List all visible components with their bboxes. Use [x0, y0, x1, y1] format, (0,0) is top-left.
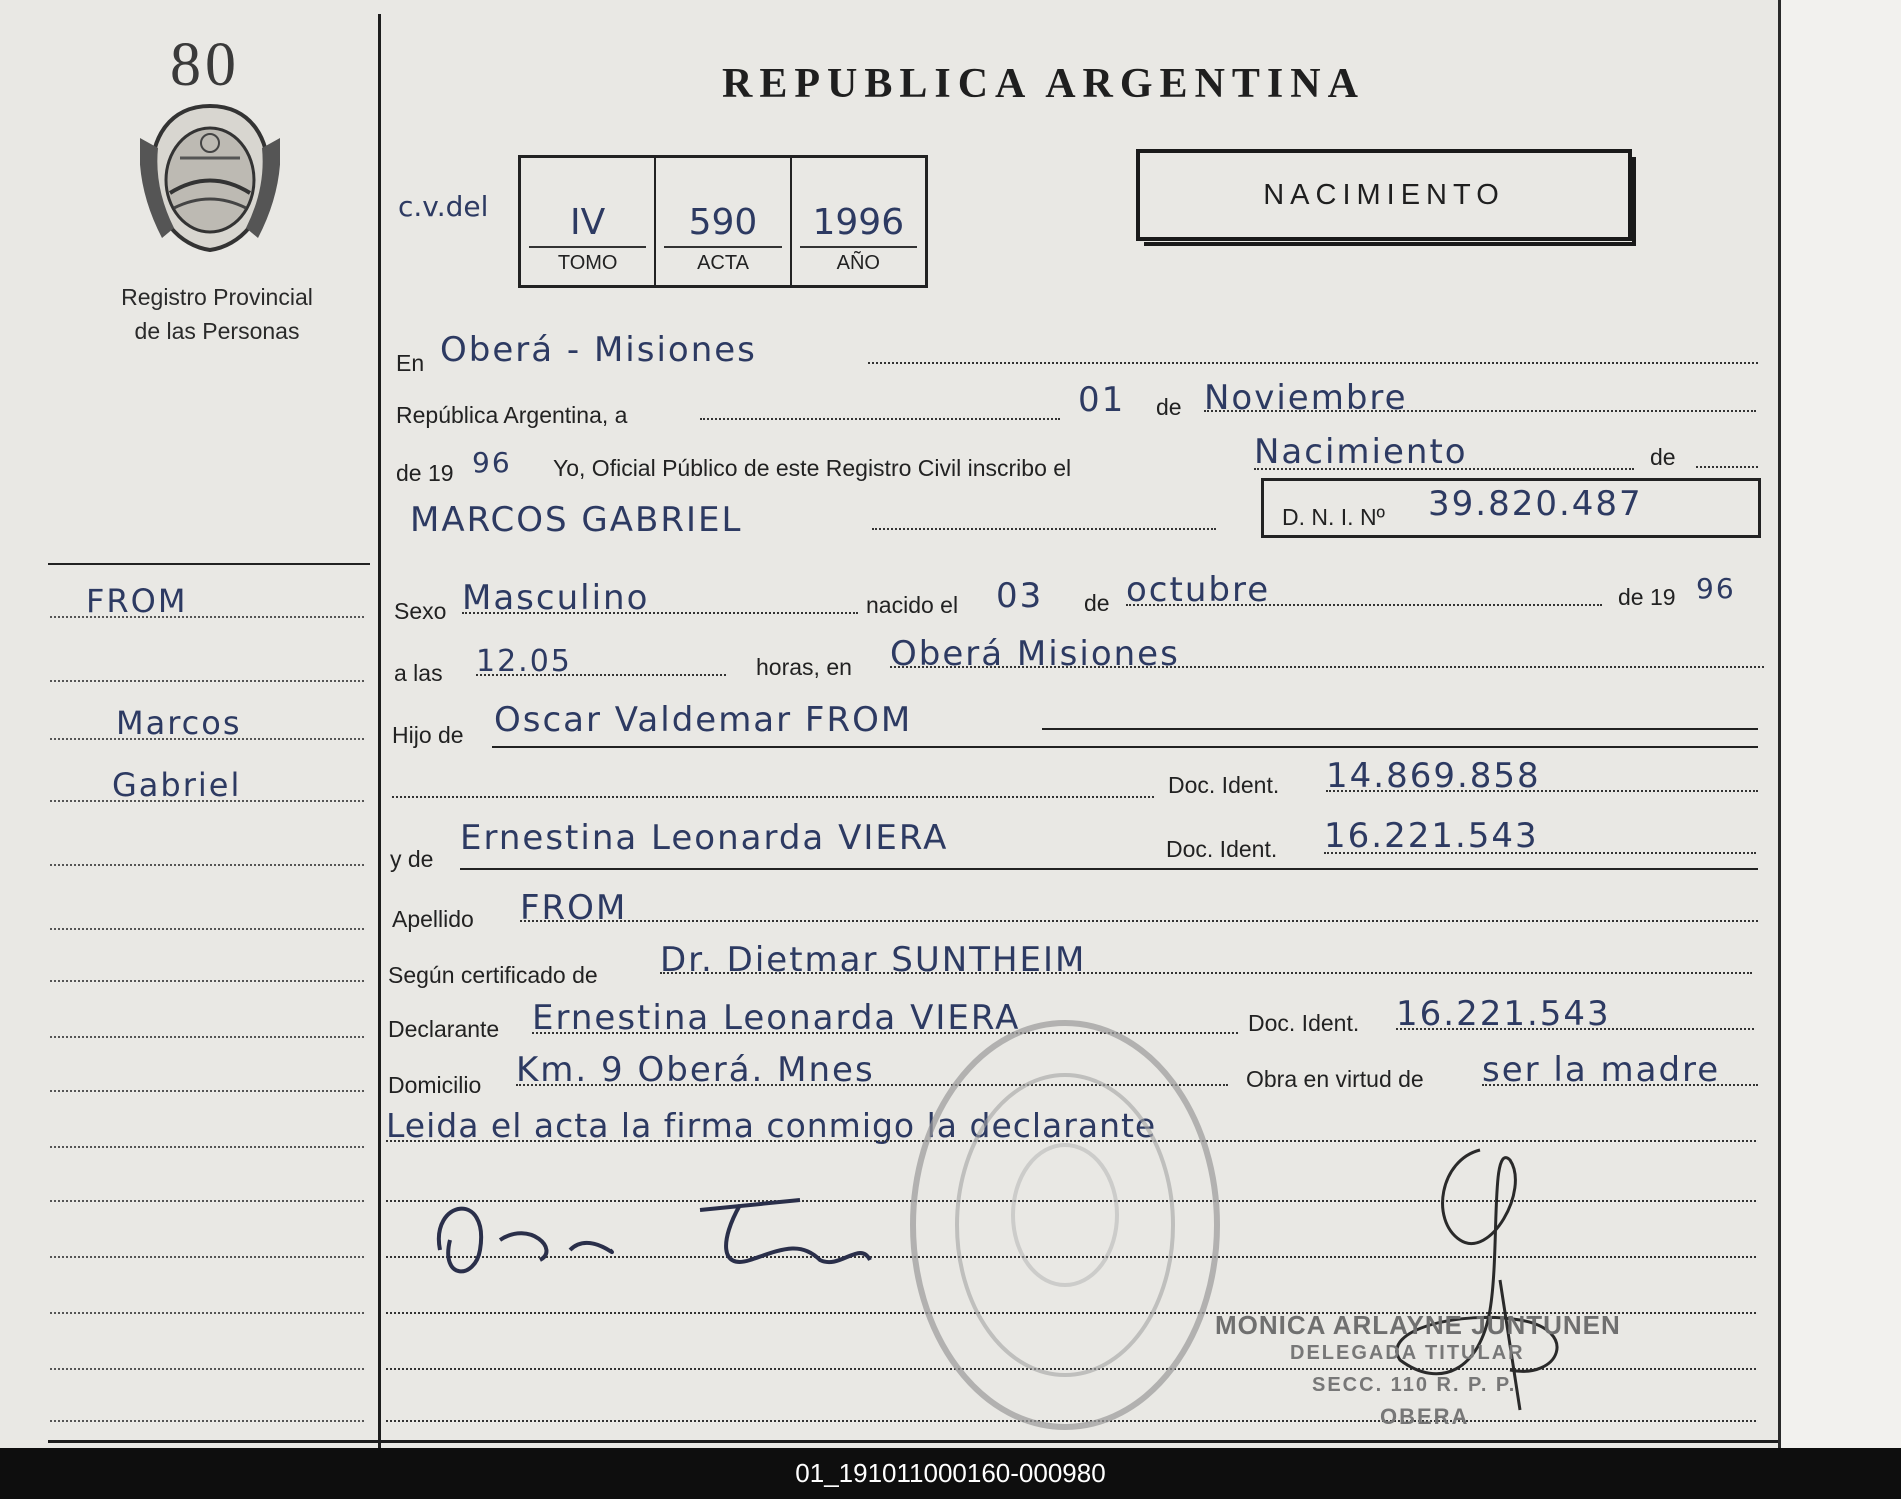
mes-value: Noviembre [1204, 378, 1408, 418]
line [1696, 466, 1758, 468]
image-id-footer: 01_191011000160-000980 [0, 1448, 1901, 1499]
declarante-doc-value: 16.221.543 [1396, 994, 1611, 1034]
margin-line [50, 1368, 364, 1370]
republica-label: República Argentina, a [396, 402, 628, 428]
line [660, 972, 1752, 974]
line [492, 746, 1758, 748]
margin-first-name: Marcos [116, 704, 242, 742]
anio-value: 1996 [812, 202, 905, 243]
margin-surname: FROM [86, 582, 188, 620]
padre-value: Oscar Valdemar FROM [494, 700, 913, 740]
column-divider [378, 14, 381, 1448]
sexo-label: Sexo [394, 598, 447, 624]
obra-label: Obra en virtud de [1246, 1066, 1424, 1092]
line [1324, 852, 1756, 854]
folio-number: 80 [170, 31, 240, 99]
acta-prefix: c.v.del [398, 190, 489, 223]
dia-value: 01 [1078, 380, 1126, 420]
line [890, 666, 1764, 668]
bottom-border [48, 1440, 1778, 1443]
obra-value: ser la madre [1482, 1050, 1721, 1090]
de19-label: de 19 [396, 460, 454, 486]
margin-line [50, 680, 364, 682]
anio-label: AÑO [800, 246, 917, 275]
left-divider [48, 563, 370, 565]
official-stamp-icon [905, 1015, 1225, 1435]
madre-doc-value: 16.221.543 [1324, 816, 1539, 856]
record-type-label: NACIMIENTO [1263, 178, 1505, 211]
nac-anio-suffix-value: 96 [1696, 572, 1736, 605]
official-place: OBERA [1380, 1404, 1470, 1429]
official-section: SECC. 110 R. P. P. [1312, 1374, 1517, 1396]
de-label: de [1156, 394, 1182, 420]
right-margin-strip [1778, 0, 1901, 1448]
dni-value: 39.820.487 [1428, 484, 1643, 524]
nac-de-label: de [1084, 590, 1110, 616]
nac-mes-value: octubre [1126, 570, 1271, 610]
yo-oficial-label: Yo, Oficial Público de este Registro Civil inscribo el [553, 455, 1072, 481]
hora-value: 12.05 [476, 644, 572, 679]
dni-label: D. N. I. Nº [1282, 504, 1385, 530]
nac-dia-value: 03 [996, 576, 1044, 616]
margin-line [50, 1256, 364, 1258]
line [462, 612, 858, 614]
margin-line [50, 1146, 364, 1148]
domicilio-value: Km. 9 Oberá. Mnes [516, 1050, 875, 1090]
line [1254, 468, 1634, 470]
line [1126, 604, 1602, 606]
line [520, 920, 1758, 922]
margin-line [50, 1200, 364, 1202]
tomo-cell [521, 158, 656, 285]
acta-table [518, 155, 928, 288]
segun-label: Según certificado de [388, 962, 598, 988]
medico-value: Dr. Dietmar SUNTHEIM [660, 940, 1087, 980]
anio-suffix-value: 96 [472, 446, 512, 479]
line [476, 674, 726, 676]
alas-label: a las [394, 660, 443, 686]
en-label: En [396, 350, 425, 376]
margin-line [50, 1312, 364, 1314]
padre-doc-value: 14.869.858 [1326, 756, 1541, 796]
registry-name [82, 280, 352, 348]
declarante-value: Ernestina Leonarda VIERA [532, 998, 1021, 1038]
yde-label: y de [390, 846, 434, 872]
line [700, 418, 1060, 420]
declarante-doc-label: Doc. Ident. [1248, 1010, 1360, 1036]
lugar-value: Oberá - Misiones [440, 330, 757, 370]
lugar-nac-value: Oberá Misiones [890, 634, 1180, 674]
domicilio-label: Domicilio [388, 1072, 482, 1098]
margin-second-name: Gabriel [112, 766, 242, 804]
provincial-seal-icon [140, 98, 280, 258]
tomo-label: TOMO [529, 246, 646, 275]
margin-line [50, 864, 364, 866]
margin-line [50, 1090, 364, 1092]
line [460, 868, 1758, 870]
leida-value: Leida el acta la firma conmigo la declarante [386, 1106, 1157, 1145]
signature-left-icon [420, 1180, 880, 1290]
acta-label: ACTA [664, 246, 781, 275]
line [872, 528, 1216, 530]
acta-cell [656, 158, 791, 285]
line [1204, 410, 1756, 412]
line [868, 362, 1758, 364]
apellido-value: FROM [520, 888, 628, 928]
nacido-label: nacido el [866, 592, 959, 618]
margin-line [50, 928, 364, 930]
margin-line [50, 1420, 364, 1422]
sexo-value: Masculino [462, 578, 650, 618]
declarant-signature [420, 1180, 880, 1295]
document-title: REPUBLICA ARGENTINA [722, 61, 1365, 107]
hijo-label: Hijo de [392, 722, 464, 748]
acta-value: 590 [688, 202, 758, 243]
registry-line-1: Registro Provincial [121, 284, 313, 310]
line [1042, 728, 1758, 730]
line [392, 796, 1154, 798]
nac-de19-label: de 19 [1618, 584, 1676, 610]
de-label-2: de [1650, 444, 1676, 470]
margin-line [50, 980, 364, 982]
official-title: DELEGADA TITULAR [1290, 1342, 1525, 1364]
registry-line-2: de las Personas [134, 318, 300, 344]
line [1396, 1028, 1754, 1030]
apellido-label: Apellido [392, 906, 474, 932]
horas-label: horas, en [756, 654, 852, 680]
record-type-box [1136, 149, 1632, 241]
official-name: MONICA ARLAYNE JUNTUNEN [1215, 1310, 1621, 1340]
margin-line [50, 1036, 364, 1038]
anio-cell [792, 158, 925, 285]
declarante-label: Declarante [388, 1016, 500, 1042]
madre-value: Ernestina Leonarda VIERA [460, 818, 949, 858]
nombre-value: MARCOS GABRIEL [410, 500, 743, 540]
madre-doc-label: Doc. Ident. [1166, 836, 1278, 862]
line [1326, 790, 1758, 792]
line [1482, 1084, 1758, 1086]
tomo-value: IV [570, 202, 606, 243]
padre-doc-label: Doc. Ident. [1168, 772, 1280, 798]
hecho-value: Nacimiento [1254, 432, 1468, 472]
